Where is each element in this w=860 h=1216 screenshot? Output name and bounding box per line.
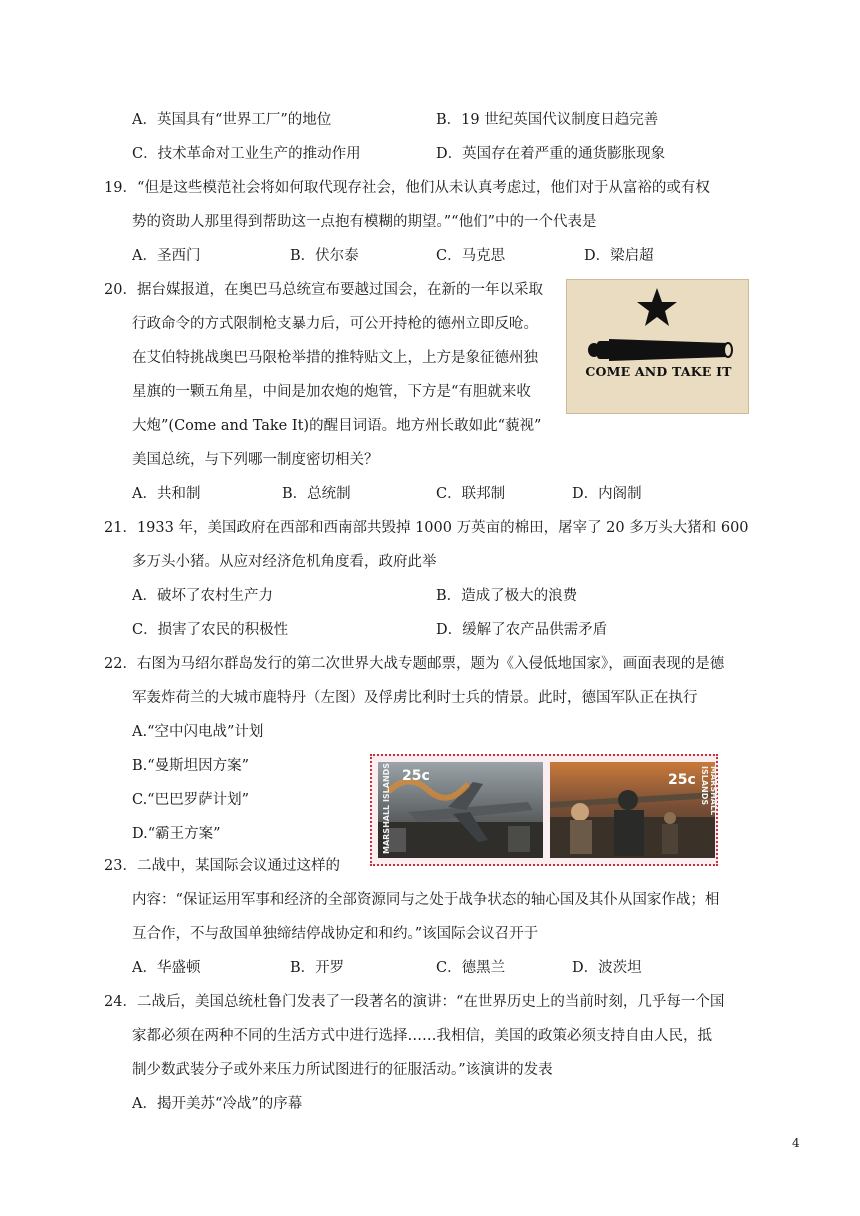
marshall-islands-stamps-image xyxy=(370,754,718,866)
q23-option-c: C．德黑兰 xyxy=(436,960,506,976)
q21-option-a: A．破坏了农村生产力 xyxy=(132,588,273,604)
q19-stem-line-2: 势的资助人那里得到帮助这一点抱有模糊的期望。”“他们”中的一个代表是 xyxy=(132,214,597,230)
q23-option-a: A．华盛顿 xyxy=(132,960,201,976)
q23-stem-line-3: 互合作，不与敌国单独缔结停战协定和和约。”该国际会议召开于 xyxy=(132,926,539,942)
q22-stem-line-1: 22．右图为马绍尔群岛发行的第二次世界大战专题邮票，题为《入侵低地国家》，画面表现的是德 xyxy=(104,656,725,672)
q19-option-c: C．马克思 xyxy=(436,248,506,264)
q20-option-c: C．联邦制 xyxy=(436,486,506,502)
q23-stem-line-2: 内容：“保证运用军事和经济的全部资源同与之处于战争状态的轴心国及其仆从国家作战；相 xyxy=(132,892,720,908)
q20-stem-line-2: 行政命令的方式限制枪支暴力后，可公开持枪的德州立即反呛。 xyxy=(132,316,538,332)
q21-stem-line-1: 21．1933 年，美国政府在西部和西南部共毁掉 1000 万英亩的棉田，屠宰了 20 多万头大猪和 600 xyxy=(104,520,749,536)
q24-stem-line-1: 24．二战后，美国总统杜鲁门发表了一段著名的演讲：“在世界历史上的当前时刻，几乎每一个国 xyxy=(104,994,725,1010)
q21-option-d: D．缓解了农产品供需矛盾 xyxy=(436,622,608,638)
stamp2-value: 25c xyxy=(668,772,696,788)
cannon-icon xyxy=(585,332,735,368)
stamp-rotterdam-bombing xyxy=(378,762,543,858)
q20-stem-line-4: 星旗的一颗五角星，中间是加农炮的炮管，下方是“有胆就来收 xyxy=(132,384,531,400)
q18-option-b: B．19 世纪英国代议制度日趋完善 xyxy=(436,112,659,128)
q21-option-b: B．造成了极大的浪费 xyxy=(436,588,578,604)
stamp1-value: 25c xyxy=(402,768,430,784)
q20-option-b: B．总统制 xyxy=(282,486,351,502)
lone-star-icon xyxy=(633,284,681,332)
q19-option-b: B．伏尔泰 xyxy=(290,248,359,264)
q18-option-a: A．英国具有“世界工厂”的地位 xyxy=(132,112,332,128)
q18-option-c: C．技术革命对工业生产的推动作用 xyxy=(132,146,361,162)
q24-stem-line-2: 家都必须在两种不同的生活方式中进行选择……我相信，美国的政策必须支持自由人民，抵 xyxy=(132,1028,712,1044)
page-number: 4 xyxy=(792,1136,800,1150)
q24-stem-line-3: 制少数武装分子或外来压力所试图进行的征服活动。”该演讲的发表 xyxy=(132,1062,553,1078)
q20-stem-line-5: 大炮”(Come and Take It)的醒目词语。地方州长敢如此“藐视” xyxy=(132,418,542,434)
q20-stem-line-3: 在艾伯特挑战奥巴马限枪举措的推特贴文上，上方是象征德州独 xyxy=(132,350,538,366)
flag-motto: COME AND TAKE IT xyxy=(585,364,732,379)
q23-option-d: D．波茨坦 xyxy=(572,960,642,976)
q24-option-a: A．揭开美苏“冷战”的序幕 xyxy=(132,1096,303,1112)
q21-option-c: C．损害了农民的积极性 xyxy=(132,622,289,638)
q23-option-b: B．开罗 xyxy=(290,960,345,976)
q21-stem-line-2: 多万头小猪。从应对经济危机角度看，政府此举 xyxy=(132,554,437,570)
q22-option-c: C.“巴巴罗萨计划” xyxy=(132,792,250,808)
come-and-take-it-flag-image xyxy=(566,279,749,414)
q20-option-a: A．共和制 xyxy=(132,486,201,502)
q19-option-a: A．圣西门 xyxy=(132,248,201,264)
stamp-belgian-prisoners xyxy=(550,762,718,858)
stamp2-country: MARSHALL ISLANDS xyxy=(700,766,718,816)
q22-option-a: A.“空中闪电战”计划 xyxy=(132,724,264,740)
q22-option-d: D.“霸王方案” xyxy=(132,826,221,842)
q19-stem-line-1: 19．“但是这些模范社会将如何取代现存社会，他们从未认真考虑过，他们对于从富裕的或有权 xyxy=(104,180,710,196)
q22-option-b: B.“曼斯坦因方案” xyxy=(132,758,250,774)
q20-stem-line-6: 美国总统，与下列哪一制度密切相关？ xyxy=(132,452,379,468)
q20-option-d: D．内阁制 xyxy=(572,486,642,502)
q18-option-d: D．英国存在着严重的通货膨胀现象 xyxy=(436,146,666,162)
q19-option-d: D．梁启超 xyxy=(584,248,654,264)
q20-stem-line-1: 20．据台媒报道，在奥巴马总统宣布要越过国会，在新的一年以采取 xyxy=(104,282,543,298)
q22-stem-line-2: 军轰炸荷兰的大城市鹿特丹（左图）及俘虏比利时士兵的情景。此时，德国军队正在执行 xyxy=(132,690,698,706)
q23-stem-line-1: 23．二战中，某国际会议通过这样的 xyxy=(104,858,340,874)
stamp1-country: MARSHALL ISLANDS xyxy=(382,762,391,854)
